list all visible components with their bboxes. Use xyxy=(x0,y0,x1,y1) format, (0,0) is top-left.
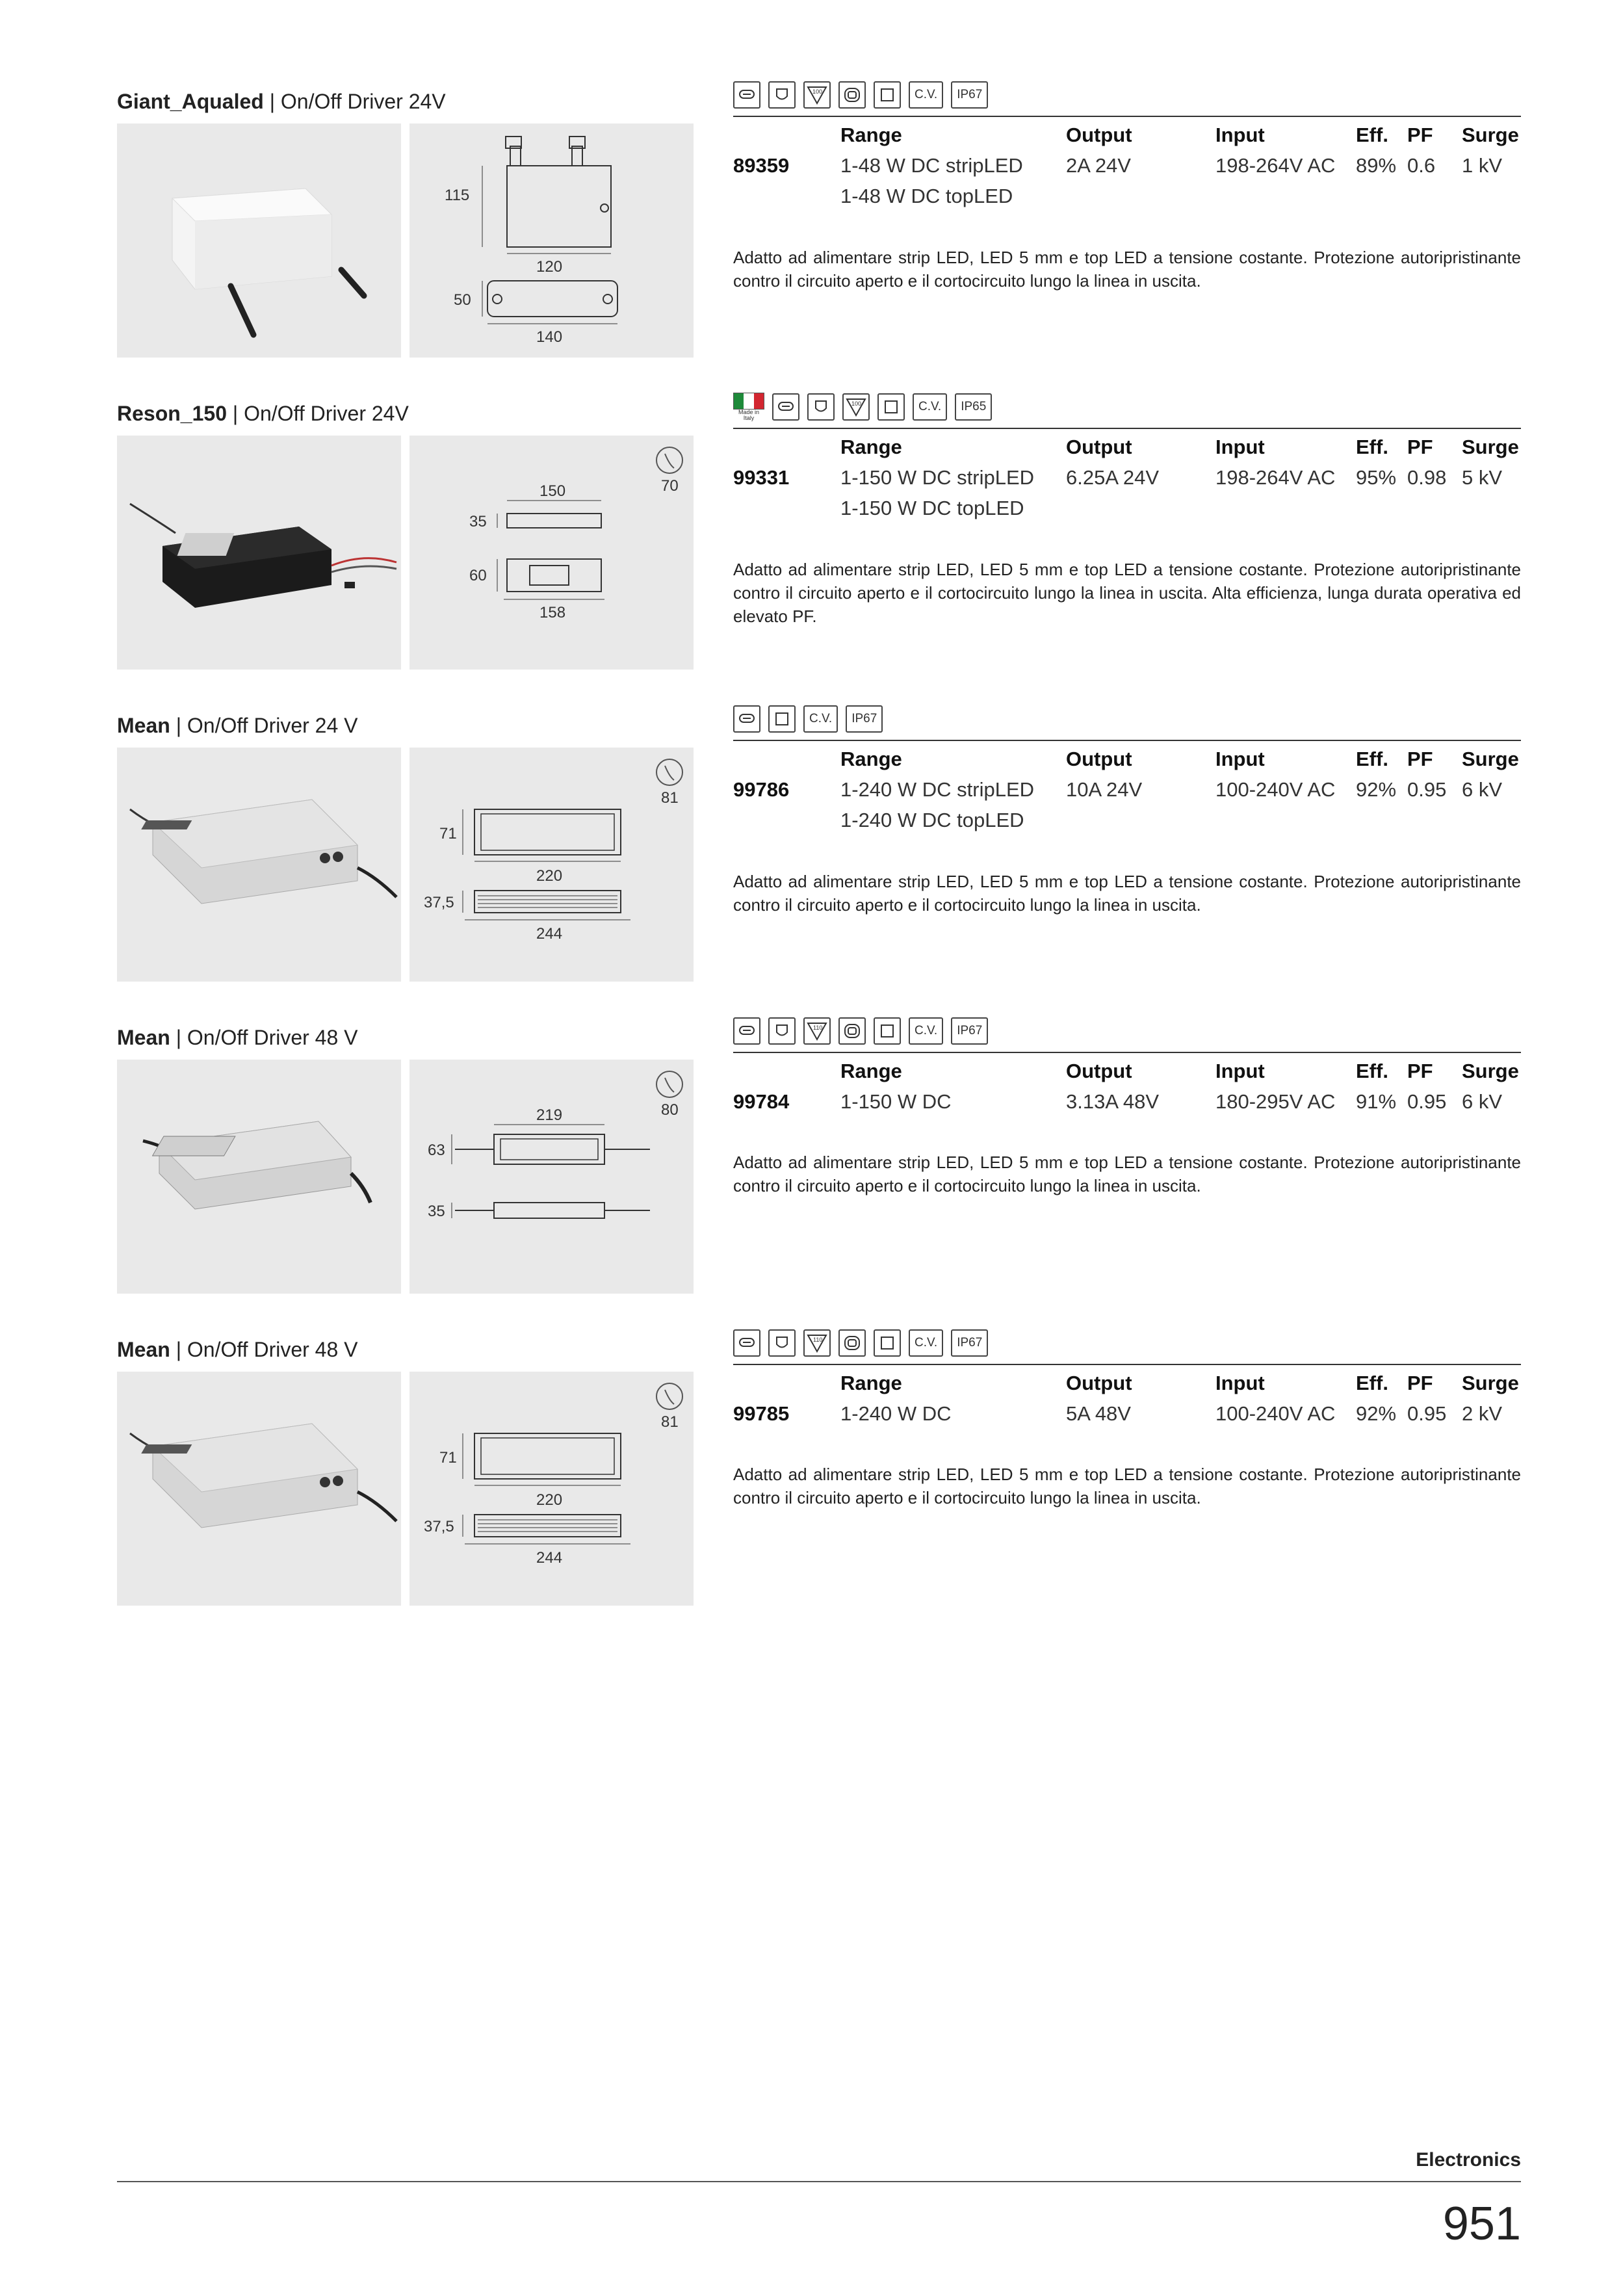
product-section xyxy=(0,1026,1623,1331)
table-row xyxy=(733,809,1521,839)
header-output: Output xyxy=(1066,1060,1132,1082)
header-input: Input xyxy=(1215,748,1265,770)
product-code: 99785 xyxy=(733,1402,790,1425)
pf-value: 0.95 xyxy=(1407,1402,1447,1425)
header-eff: Eff. xyxy=(1356,1372,1388,1394)
header-eff: Eff. xyxy=(1356,1060,1388,1082)
product-code: 99786 xyxy=(733,778,790,801)
range-value: 1-240 W DC xyxy=(840,1402,952,1425)
made-in-italy-flag: Made in Italy xyxy=(733,393,764,421)
table-rule xyxy=(733,740,1521,741)
pf-value: 0.95 xyxy=(1407,778,1447,801)
dim-depth: 37,5 xyxy=(424,1518,454,1535)
square-icon xyxy=(874,1329,901,1357)
dimension-drawing xyxy=(409,1060,694,1294)
header-surge: Surge xyxy=(1462,124,1519,146)
table-header xyxy=(733,1060,1521,1090)
ip-badge: IP67 xyxy=(951,1329,988,1357)
dim-total-length: 158 xyxy=(539,604,566,621)
header-input: Input xyxy=(1215,124,1265,146)
cv-badge: C.V. xyxy=(909,1017,943,1045)
product-description: Adatto ad alimentare strip LED, LED 5 mm e top LED a tensione costante. Protezione autoripristinante contro il circuito aperto e il cortocircuito lungo la linea in uscita. xyxy=(733,1465,1521,1507)
table-rule xyxy=(733,428,1521,429)
table-row xyxy=(733,154,1521,185)
header-surge: Surge xyxy=(1462,436,1519,458)
header-output: Output xyxy=(1066,1372,1132,1394)
temp-rating: 70 xyxy=(661,477,679,495)
shield-icon xyxy=(768,81,796,109)
feature-icons xyxy=(733,393,992,421)
cv-badge: C.V. xyxy=(909,81,943,109)
temp-rating: 81 xyxy=(661,789,679,807)
header-range: Range xyxy=(840,436,902,458)
header-input: Input xyxy=(1215,436,1265,458)
range-value: 1-150 W DC topLED xyxy=(840,497,1024,519)
surge-value: 2 kV xyxy=(1462,1402,1503,1425)
product-photo xyxy=(117,1060,401,1294)
surge-value: 5 kV xyxy=(1462,466,1503,489)
temp-rating: 81 xyxy=(661,1413,679,1431)
feature-icons xyxy=(733,81,988,109)
table-row xyxy=(733,497,1521,527)
output-value: 2A 24V xyxy=(1066,154,1131,177)
input-value: 180-295V AC xyxy=(1215,1090,1336,1113)
dim-depth: 35 xyxy=(428,1203,445,1220)
header-surge: Surge xyxy=(1462,748,1519,770)
feature-icons xyxy=(733,1329,988,1357)
header-eff: Eff. xyxy=(1356,436,1388,458)
spec-table xyxy=(733,436,1521,527)
table-row xyxy=(733,778,1521,809)
dim-depth: 37,5 xyxy=(424,894,454,911)
output-value: 10A 24V xyxy=(1066,778,1143,801)
square-icon xyxy=(768,705,796,733)
lamp-icon xyxy=(772,393,799,421)
100-triangle-icon xyxy=(842,393,870,421)
eff-value: 89% xyxy=(1356,154,1397,177)
dim-total-length: 244 xyxy=(536,1549,563,1567)
dimension-drawing xyxy=(409,1372,694,1606)
ip-badge: IP67 xyxy=(951,1017,988,1045)
product-photo xyxy=(117,124,401,358)
temp-rating: 80 xyxy=(661,1101,679,1119)
ip-badge: IP67 xyxy=(846,705,883,733)
header-range: Range xyxy=(840,124,902,146)
header-input: Input xyxy=(1215,1060,1265,1082)
lamp-icon xyxy=(733,81,760,109)
dim-total-length: 140 xyxy=(536,328,563,346)
product-title: Mean | On/Off Driver 24 V xyxy=(117,714,358,737)
table-rule xyxy=(733,1052,1521,1053)
header-pf: PF xyxy=(1407,124,1433,146)
surge-value: 1 kV xyxy=(1462,154,1503,177)
ip-badge: IP67 xyxy=(951,81,988,109)
output-value: 3.13A 48V xyxy=(1066,1090,1160,1113)
square-icon xyxy=(874,81,901,109)
dim-length: 219 xyxy=(536,1106,563,1124)
table-row xyxy=(733,1090,1521,1121)
lamp-icon xyxy=(733,1017,760,1045)
header-pf: PF xyxy=(1407,1372,1433,1394)
110-triangle-icon xyxy=(803,1017,831,1045)
pf-value: 0.95 xyxy=(1407,1090,1447,1113)
product-section xyxy=(0,402,1623,707)
dim-height: 71 xyxy=(439,825,457,842)
spec-table xyxy=(733,748,1521,839)
header-output: Output xyxy=(1066,748,1132,770)
feature-icons xyxy=(733,705,883,733)
dim-height: 115 xyxy=(445,187,470,204)
header-input: Input xyxy=(1215,1372,1265,1394)
header-surge: Surge xyxy=(1462,1372,1519,1394)
header-pf: PF xyxy=(1407,436,1433,458)
table-header xyxy=(733,436,1521,466)
dim-length: 120 xyxy=(536,258,563,276)
product-code: 99784 xyxy=(733,1090,790,1113)
table-row xyxy=(733,185,1521,215)
header-eff: Eff. xyxy=(1356,124,1388,146)
product-code: 89359 xyxy=(733,154,790,177)
dim-depth: 50 xyxy=(454,291,471,309)
product-description: Adatto ad alimentare strip LED, LED 5 mm e top LED a tensione costante. Protezione autoripristinante contro il circuito aperto e il cortocircuito lungo la linea in uscita. xyxy=(733,1153,1521,1195)
dimension-drawing xyxy=(409,748,694,982)
header-range: Range xyxy=(840,1372,902,1394)
svg-text:100: 100 xyxy=(851,400,862,407)
lamp-icon xyxy=(733,1329,760,1357)
range-value: 1-150 W DC xyxy=(840,1090,952,1113)
header-surge: Surge xyxy=(1462,1060,1519,1082)
eff-value: 92% xyxy=(1356,778,1397,801)
input-value: 198-264V AC xyxy=(1215,466,1336,489)
page-number: 951 xyxy=(1442,2198,1521,2250)
product-photo xyxy=(117,1372,401,1606)
table-header xyxy=(733,748,1521,778)
input-value: 198-264V AC xyxy=(1215,154,1336,177)
table-header xyxy=(733,1372,1521,1402)
cv-badge: C.V. xyxy=(913,393,947,421)
eff-value: 92% xyxy=(1356,1402,1397,1425)
range-value: 1-240 W DC topLED xyxy=(840,809,1024,831)
footer-rule xyxy=(117,2181,1521,2182)
cv-badge: C.V. xyxy=(909,1329,943,1357)
dim-height: 35 xyxy=(469,513,487,530)
surge-value: 6 kV xyxy=(1462,778,1503,801)
spec-table xyxy=(733,1060,1521,1121)
range-value: 1-48 W DC topLED xyxy=(840,185,1013,207)
square-icon xyxy=(874,1017,901,1045)
header-output: Output xyxy=(1066,436,1132,458)
product-photo xyxy=(117,436,401,670)
product-title: Mean | On/Off Driver 48 V xyxy=(117,1338,358,1361)
product-section xyxy=(0,90,1623,395)
product-description: Adatto ad alimentare strip LED, LED 5 mm e top LED a tensione costante. Protezione autoripristinante contro il circuito aperto e il cortocircuito lungo la linea in uscita. xyxy=(733,248,1521,291)
output-value: 6.25A 24V xyxy=(1066,466,1160,489)
table-row xyxy=(733,466,1521,497)
ip-badge: IP65 xyxy=(955,393,992,421)
class2-icon xyxy=(838,1017,866,1045)
svg-text:110: 110 xyxy=(813,1024,823,1031)
range-value: 1-240 W DC stripLED xyxy=(840,778,1035,801)
dim-height: 63 xyxy=(428,1141,445,1159)
range-value: 1-150 W DC stripLED xyxy=(840,466,1035,489)
dim-length: 220 xyxy=(536,1491,563,1509)
dimension-drawing xyxy=(409,436,694,670)
dim-height: 71 xyxy=(439,1449,457,1467)
product-description: Adatto ad alimentare strip LED, LED 5 mm e top LED a tensione costante. Protezione autoripristinante contro il circuito aperto e il cortocircuito lungo la linea in uscita. xyxy=(733,872,1521,915)
class2-icon xyxy=(838,1329,866,1357)
dim-total-length: 244 xyxy=(536,925,563,943)
header-range: Range xyxy=(840,748,902,770)
feature-icons xyxy=(733,1017,988,1045)
header-pf: PF xyxy=(1407,1060,1433,1082)
eff-value: 95% xyxy=(1356,466,1397,489)
100-triangle-icon xyxy=(803,81,831,109)
110-triangle-icon xyxy=(803,1329,831,1357)
dim-length: 150 xyxy=(539,482,566,500)
lamp-icon xyxy=(733,705,760,733)
pf-value: 0.6 xyxy=(1407,154,1436,177)
table-header xyxy=(733,124,1521,154)
shield-icon xyxy=(768,1017,796,1045)
dimension-drawing xyxy=(409,124,694,358)
product-title: Reson_150 | On/Off Driver 24V xyxy=(117,402,409,425)
pf-value: 0.98 xyxy=(1407,466,1447,489)
input-value: 100-240V AC xyxy=(1215,1402,1336,1425)
eff-value: 91% xyxy=(1356,1090,1397,1113)
svg-text:110: 110 xyxy=(813,1337,823,1343)
product-title: Mean | On/Off Driver 48 V xyxy=(117,1026,358,1049)
product-section xyxy=(0,1338,1623,1643)
header-range: Range xyxy=(840,1060,902,1082)
spec-table xyxy=(733,124,1521,215)
svg-text:100: 100 xyxy=(812,88,823,95)
footer-category: Electronics xyxy=(1416,2149,1521,2171)
product-code: 99331 xyxy=(733,466,790,489)
input-value: 100-240V AC xyxy=(1215,778,1336,801)
dim-length: 220 xyxy=(536,867,563,885)
product-title: Giant_Aqualed | On/Off Driver 24V xyxy=(117,90,446,113)
table-rule xyxy=(733,116,1521,117)
shield-icon xyxy=(807,393,835,421)
table-rule xyxy=(733,1364,1521,1365)
range-value: 1-48 W DC stripLED xyxy=(840,154,1023,177)
header-output: Output xyxy=(1066,124,1132,146)
cv-badge: C.V. xyxy=(803,705,838,733)
table-row xyxy=(733,1402,1521,1433)
output-value: 5A 48V xyxy=(1066,1402,1131,1425)
class2-icon xyxy=(838,81,866,109)
header-eff: Eff. xyxy=(1356,748,1388,770)
surge-value: 6 kV xyxy=(1462,1090,1503,1113)
product-description: Adatto ad alimentare strip LED, LED 5 mm e top LED a tensione costante. Protezione autoripristinante contro il circuito aperto e il cortocircuito lungo la linea in uscita. Alta efficienza, lunga durata operativa ed elevato PF. xyxy=(733,560,1521,626)
header-pf: PF xyxy=(1407,748,1433,770)
spec-table xyxy=(733,1372,1521,1433)
product-section xyxy=(0,714,1623,1019)
dim-depth: 60 xyxy=(469,567,487,584)
shield-icon xyxy=(768,1329,796,1357)
square-icon xyxy=(877,393,905,421)
product-photo xyxy=(117,748,401,982)
